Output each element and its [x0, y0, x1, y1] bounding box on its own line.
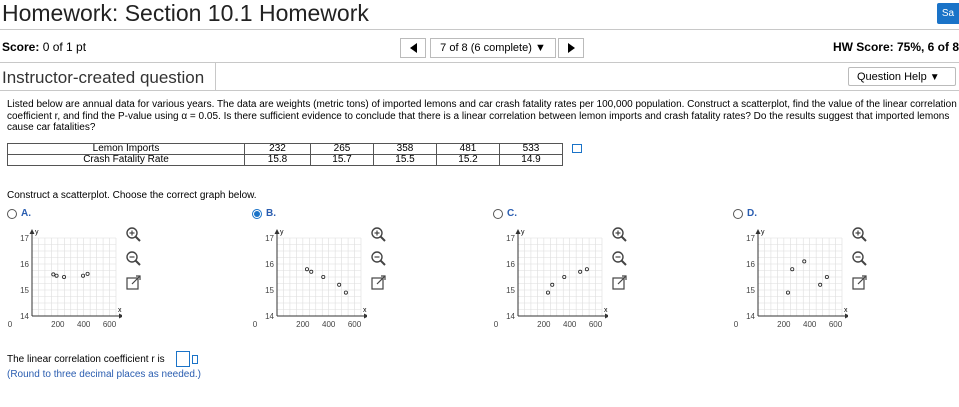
- r-prompt: The linear correlation coefficient r is: [7, 354, 165, 365]
- divider: [0, 62, 959, 63]
- table-row: [8, 144, 563, 155]
- data-table: [7, 143, 563, 166]
- expand-icon[interactable]: [611, 274, 628, 291]
- zoom-in-icon[interactable]: [851, 226, 868, 243]
- table-row: [8, 155, 563, 166]
- option-radio-2[interactable]: [493, 209, 503, 219]
- scatterplot-2: [488, 225, 608, 335]
- x-tick-label: 200: [51, 320, 65, 329]
- expand-icon[interactable]: [370, 274, 387, 291]
- hw-score-value: 75%, 6 of 8: [896, 40, 959, 54]
- next-question-button[interactable]: [558, 38, 584, 58]
- option-label[interactable]: D.: [747, 208, 757, 219]
- x-tick-label: 600: [588, 320, 603, 329]
- x-axis-label: x: [844, 307, 848, 314]
- y-axis-arrow: [756, 229, 761, 234]
- scatterplot-3: [728, 225, 848, 335]
- divider: [215, 63, 216, 90]
- y-tick-label: 16: [746, 260, 755, 269]
- hw-score-label: HW Score:: [832, 40, 894, 54]
- expand-icon[interactable]: [125, 274, 142, 291]
- x-tick-label: 0: [7, 320, 13, 329]
- option-radio-1[interactable]: [252, 209, 262, 219]
- y-axis-label: y: [35, 229, 39, 236]
- option-label[interactable]: C.: [507, 208, 517, 219]
- zoom-in-icon[interactable]: [125, 226, 142, 243]
- zoom-in-icon[interactable]: [370, 226, 387, 243]
- y-axis-label: y: [521, 229, 525, 236]
- option-label[interactable]: B.: [266, 208, 276, 219]
- previous-question-button[interactable]: [400, 38, 426, 58]
- x-tick-label: 200: [296, 320, 310, 329]
- question-selector-label: 7 of 8 (6 complete): [440, 42, 532, 54]
- y-tick-label: 15: [506, 286, 515, 295]
- x-axis-label: x: [118, 307, 122, 314]
- y-tick-label: 14: [506, 312, 515, 321]
- x-tick-label: 400: [77, 320, 91, 329]
- table-cell: 232: [245, 144, 311, 155]
- y-tick-label: 16: [506, 260, 515, 269]
- data-point: [52, 273, 55, 276]
- question-prompt: Listed below are annual data for various years. The data are weights (metric tons) of imported lemons and car crash fatality rates per 100,000 population. Construct a scatterplot, find the value of the linear correlation coefficient r, and find the P-value using α = 0.05. Is there sufficient evidence to conclude that there is a linear correlation between lemon imports and crash fatality rates? Do the results suggest that imported lemons cause car fatalities?: [7, 99, 957, 133]
- x-axis-arrow: [119, 314, 122, 319]
- x-tick-label: 0: [733, 320, 739, 329]
- data-point: [86, 272, 89, 275]
- y-tick-label: 14: [20, 312, 29, 321]
- x-axis-arrow: [605, 314, 608, 319]
- table-cell: 265: [311, 144, 374, 155]
- chevron-down-icon: ▼: [534, 42, 546, 54]
- x-tick-label: 400: [563, 320, 577, 329]
- x-axis-label: x: [604, 307, 608, 314]
- y-tick-label: 16: [265, 260, 274, 269]
- question-selector[interactable]: [430, 38, 556, 58]
- divider: [0, 29, 959, 30]
- r-answer-input[interactable]: [176, 351, 190, 367]
- table-cell: 14.9: [500, 155, 563, 166]
- table-cell: 358: [374, 144, 437, 155]
- y-tick-label: 17: [20, 234, 29, 243]
- copy-data-icon[interactable]: [572, 144, 582, 153]
- x-tick-label: 400: [803, 320, 817, 329]
- question-help-label: Question Help: [857, 71, 927, 83]
- data-point: [546, 291, 549, 294]
- x-tick-label: 0: [493, 320, 499, 329]
- instruction-text: Construct a scatterplot. Choose the correct graph below.: [7, 190, 257, 201]
- y-axis-arrow: [275, 229, 280, 234]
- y-tick-label: 15: [746, 286, 755, 295]
- zoom-out-icon[interactable]: [125, 250, 142, 267]
- score-label: Score:: [2, 40, 40, 54]
- data-point: [344, 291, 347, 294]
- save-button[interactable]: Sa: [937, 3, 959, 24]
- table-cell: 15.5: [374, 155, 437, 166]
- zoom-out-icon[interactable]: [370, 250, 387, 267]
- instructor-created-label: Instructor-created question: [2, 68, 205, 87]
- table-cell: 15.2: [437, 155, 500, 166]
- hw-score: [833, 40, 959, 54]
- row-label: Crash Fatality Rate: [8, 155, 245, 166]
- expand-icon[interactable]: [851, 274, 868, 291]
- y-axis-label: y: [280, 229, 284, 236]
- x-tick-label: 600: [102, 320, 117, 329]
- x-tick-label: 0: [252, 320, 258, 329]
- option-radio-0[interactable]: [7, 209, 17, 219]
- y-tick-label: 14: [746, 312, 755, 321]
- x-tick-label: 600: [347, 320, 362, 329]
- y-tick-label: 17: [265, 234, 274, 243]
- y-tick-label: 17: [746, 234, 755, 243]
- arrow-right-icon: [568, 43, 575, 53]
- option-radio-3[interactable]: [733, 209, 743, 219]
- data-point: [786, 291, 789, 294]
- zoom-out-icon[interactable]: [611, 250, 628, 267]
- scatterplot-1: [247, 225, 367, 335]
- zoom-out-icon[interactable]: [851, 250, 868, 267]
- x-tick-label: 200: [537, 320, 551, 329]
- x-tick-label: 600: [828, 320, 843, 329]
- x-axis-arrow: [845, 314, 848, 319]
- option-label[interactable]: A.: [21, 208, 31, 219]
- row-label: Lemon Imports: [8, 144, 245, 155]
- scatterplot-0: [2, 225, 122, 335]
- y-tick-label: 17: [506, 234, 515, 243]
- table-cell: 481: [437, 144, 500, 155]
- divider: [0, 90, 959, 91]
- chevron-down-icon: ▼: [929, 72, 940, 83]
- y-tick-label: 14: [265, 312, 274, 321]
- table-cell: 15.7: [311, 155, 374, 166]
- table-cell: 15.8: [245, 155, 311, 166]
- y-tick-label: 15: [20, 286, 29, 295]
- y-axis-label: y: [761, 229, 765, 236]
- score-text: [2, 40, 86, 54]
- x-axis-arrow: [364, 314, 367, 319]
- x-tick-label: 400: [322, 320, 336, 329]
- question-help-button[interactable]: [848, 67, 956, 86]
- score-value: 0 of 1 pt: [42, 40, 87, 54]
- zoom-in-icon[interactable]: [611, 226, 628, 243]
- x-tick-label: 200: [777, 320, 791, 329]
- round-note: (Round to three decimal places as needed.): [7, 369, 202, 380]
- x-axis-label: x: [363, 307, 367, 314]
- arrow-left-icon: [410, 43, 417, 53]
- y-tick-label: 15: [265, 286, 274, 295]
- y-tick-label: 16: [20, 260, 29, 269]
- page-title: Homework: Section 10.1 Homework: [2, 0, 369, 26]
- y-axis-arrow: [516, 229, 521, 234]
- table-cell: 533: [500, 144, 563, 155]
- input-cursor-box: [192, 355, 198, 364]
- y-axis-arrow: [30, 229, 35, 234]
